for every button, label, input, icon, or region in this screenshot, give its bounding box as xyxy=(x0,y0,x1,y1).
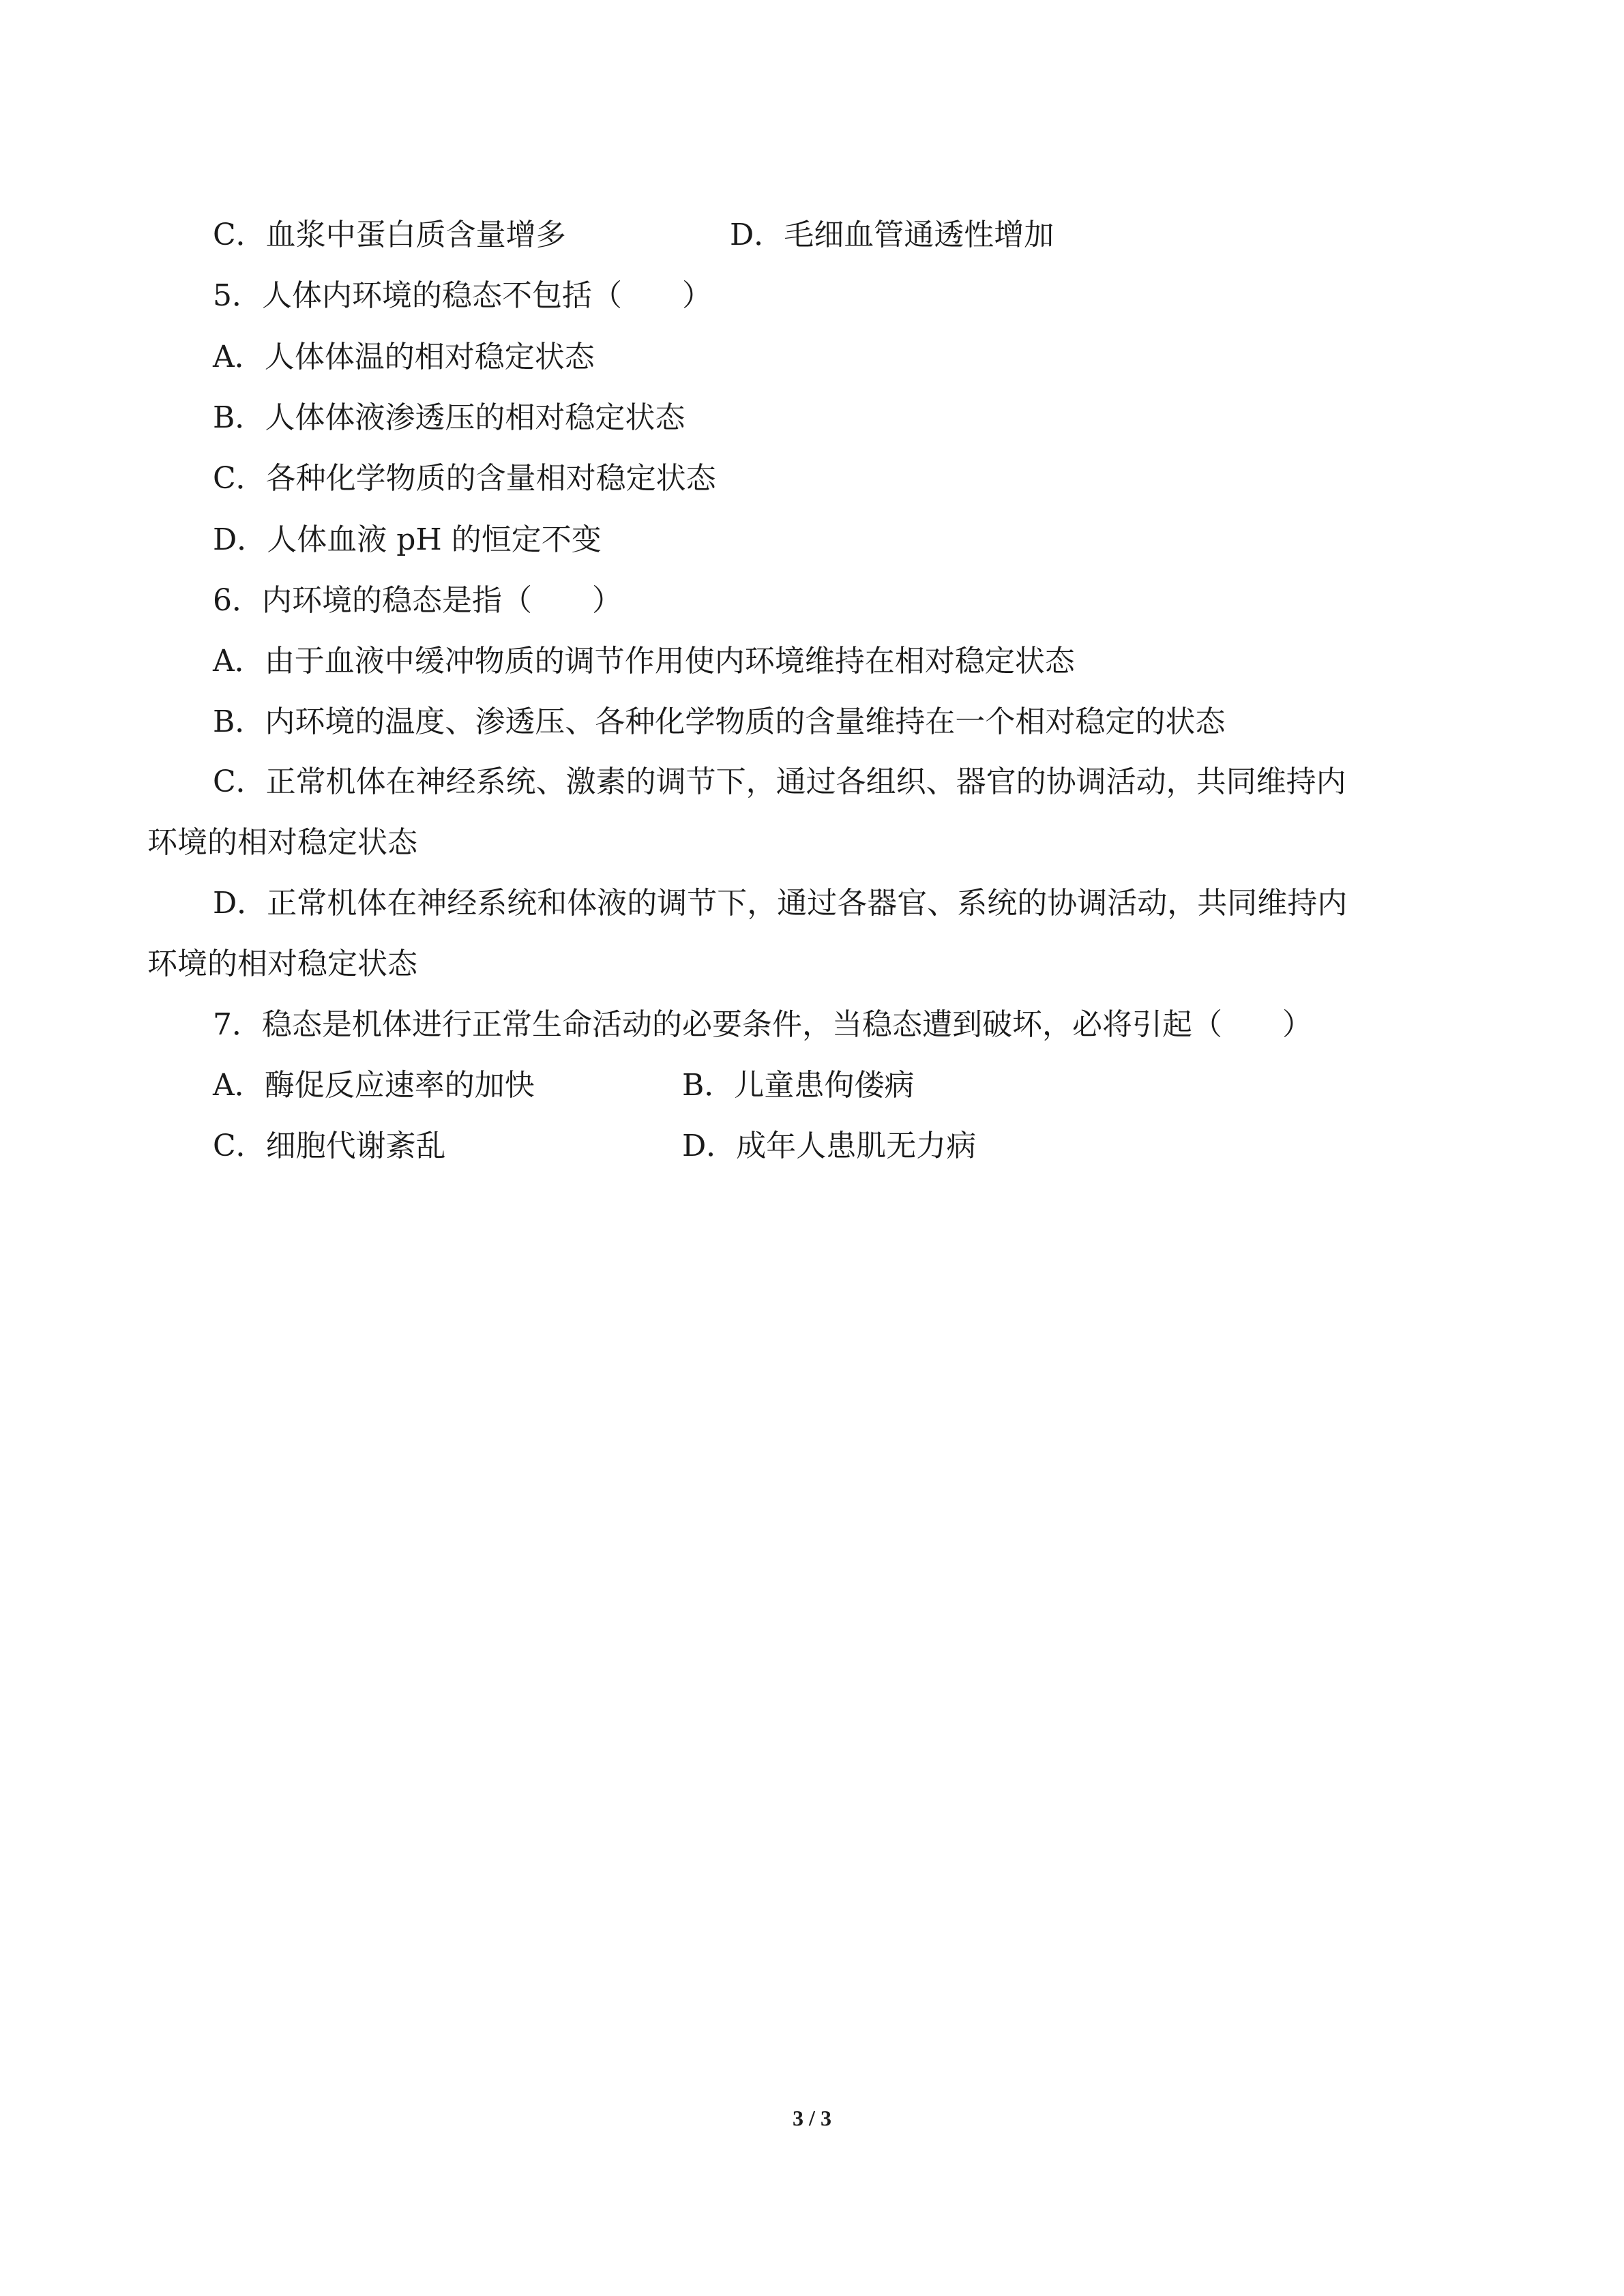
q5-option-a: A．人体体温的相对稳定状态 xyxy=(213,340,595,374)
q7-stem: 7．稳态是机体进行正常生命活动的必要条件，当稳态遭到破坏，必将引起（ ） xyxy=(213,1007,1312,1042)
q6-option-a: A．由于血液中缓冲物质的调节作用使内环境维持在相对稳定状态 xyxy=(213,644,1075,679)
q5-stem: 5．人体内环境的稳态不包括（ ） xyxy=(213,278,712,313)
q7-option-c: C．细胞代谢紊乱 xyxy=(213,1129,446,1163)
q5-option-d: D．人体血液 pH 的恒定不变 xyxy=(213,522,602,557)
q7-option-b: B．儿童患佝偻病 xyxy=(682,1068,915,1103)
q7-option-d: D．成年人患肌无力病 xyxy=(682,1129,977,1163)
q6-option-c-line2: 环境的相对稳定状态 xyxy=(147,825,417,860)
q4-option-d: D．毛细血管通透性增加 xyxy=(730,218,1054,252)
q7-option-a: A．酶促反应速率的加快 xyxy=(213,1068,535,1103)
q5-option-b: B．人体体液渗透压的相对稳定状态 xyxy=(213,400,685,435)
q6-option-b: B．内环境的温度、渗透压、各种化学物质的含量维持在一个相对稳定的状态 xyxy=(213,704,1226,739)
q6-option-c-line1: C．正常机体在神经系统、激素的调节下，通过各组织、器官的协调活动，共同维持内 xyxy=(213,764,1346,799)
page-number: 3 / 3 xyxy=(793,2106,831,2130)
q6-option-d-line2: 环境的相对稳定状态 xyxy=(147,946,417,981)
q5-option-c: C．各种化学物质的含量相对稳定状态 xyxy=(213,461,716,496)
q6-stem: 6．内环境的稳态是指（ ） xyxy=(213,583,622,618)
q4-option-c: C．血浆中蛋白质含量增多 xyxy=(213,218,566,252)
q6-option-d-line1: D．正常机体在神经系统和体液的调节下，通过各器官、系统的协调活动，共同维持内 xyxy=(213,886,1348,921)
